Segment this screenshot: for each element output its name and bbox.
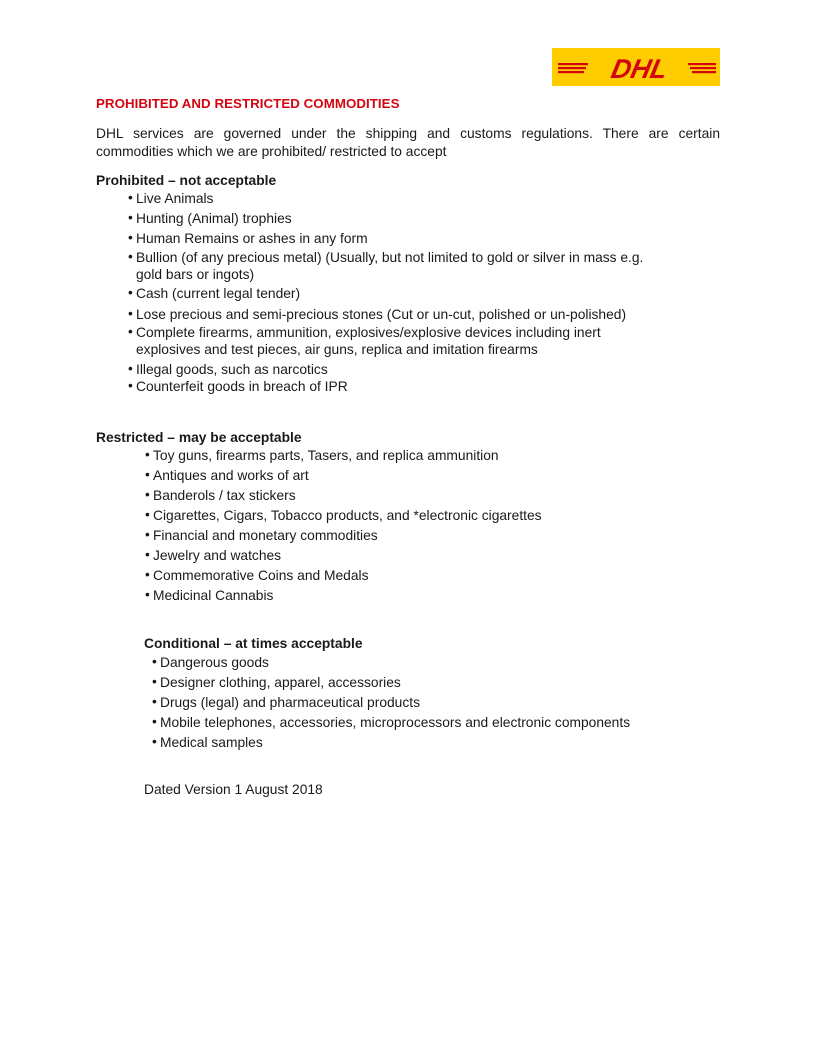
bullet: •: [128, 190, 133, 205]
list-item: • Drugs (legal) and pharmaceutical products: [152, 694, 420, 710]
list-item: • Hunting (Animal) trophies: [128, 210, 292, 226]
bullet: •: [145, 587, 150, 602]
list-item: • Mobile telephones, accessories, microprocessors and electronic components: [152, 714, 631, 730]
bullet: •: [145, 527, 150, 542]
bullet: •: [128, 285, 133, 300]
bullet: •: [152, 654, 157, 669]
bullet: •: [152, 714, 157, 729]
list-item: • Bullion (of any precious metal) (Usually, but not limited to gold or silver in mass e.g. gold bars or ingots): [128, 249, 644, 282]
list-item: • Financial and monetary commodities: [145, 527, 378, 543]
conditional-heading: Conditional – at times acceptable: [144, 636, 363, 651]
restricted-heading: Restricted – may be acceptable: [96, 430, 302, 445]
bullet: •: [128, 361, 133, 376]
bullet: •: [128, 306, 133, 321]
list-item: • Complete firearms, ammunition, explosives/explosive devices including inert explosives and test pieces, air guns, replica and imitation firearms: [128, 324, 601, 357]
list-item: • Commemorative Coins and Medals: [145, 567, 369, 583]
bullet: •: [145, 567, 150, 582]
bullet: •: [128, 249, 133, 264]
list-item: • Human Remains or ashes in any form: [128, 230, 368, 246]
list-item: • Lose precious and semi-precious stones (Cut or un-cut, polished or un-polished): [128, 306, 627, 322]
list-item: • Designer clothing, apparel, accessories: [152, 674, 401, 690]
list-item: • Cigarettes, Cigars, Tobacco products, and *electronic cigarettes: [145, 507, 542, 523]
list-item: • Antiques and works of art: [145, 467, 309, 483]
bullet: •: [145, 547, 150, 562]
list-item: • Counterfeit goods in breach of IPR: [128, 378, 348, 394]
list-item: • Cash (current legal tender): [128, 285, 301, 301]
list-item: • Live Animals: [128, 190, 214, 206]
prohibited-list: [128, 190, 728, 395]
bullet: •: [145, 447, 150, 462]
bullet: •: [152, 734, 157, 749]
list-item: • Medicinal Cannabis: [145, 587, 274, 603]
prohibited-heading: Prohibited – not acceptable: [96, 173, 277, 188]
list-item: • Medical samples: [152, 734, 263, 750]
page-title: PROHIBITED AND RESTRICTED COMMODITIES: [96, 96, 400, 111]
list-item: • Banderols / tax stickers: [145, 487, 296, 503]
restricted-list: [145, 447, 745, 607]
bullet: •: [145, 467, 150, 482]
intro-paragraph: DHL services are governed under the shipping and customs regulations. There are certain commodities which we are prohibited/ restricted to accept: [96, 126, 720, 159]
version-date: Dated Version 1 August 2018: [144, 782, 323, 797]
bullet: •: [152, 694, 157, 709]
list-item: • Jewelry and watches: [145, 547, 282, 563]
list-item: • Toy guns, firearms parts, Tasers, and replica ammunition: [145, 447, 499, 463]
conditional-list: [152, 654, 752, 754]
bullet: •: [128, 230, 133, 245]
bullet: •: [145, 487, 150, 502]
list-item: • Illegal goods, such as narcotics: [128, 361, 328, 377]
bullet: •: [152, 674, 157, 689]
logo-text: DHL: [608, 53, 671, 84]
dhl-logo: [552, 48, 720, 86]
list-item: • Dangerous goods: [152, 654, 269, 670]
bullet: •: [128, 378, 133, 393]
bullet: •: [145, 507, 150, 522]
bullet: •: [128, 324, 133, 339]
bullet: •: [128, 210, 133, 225]
